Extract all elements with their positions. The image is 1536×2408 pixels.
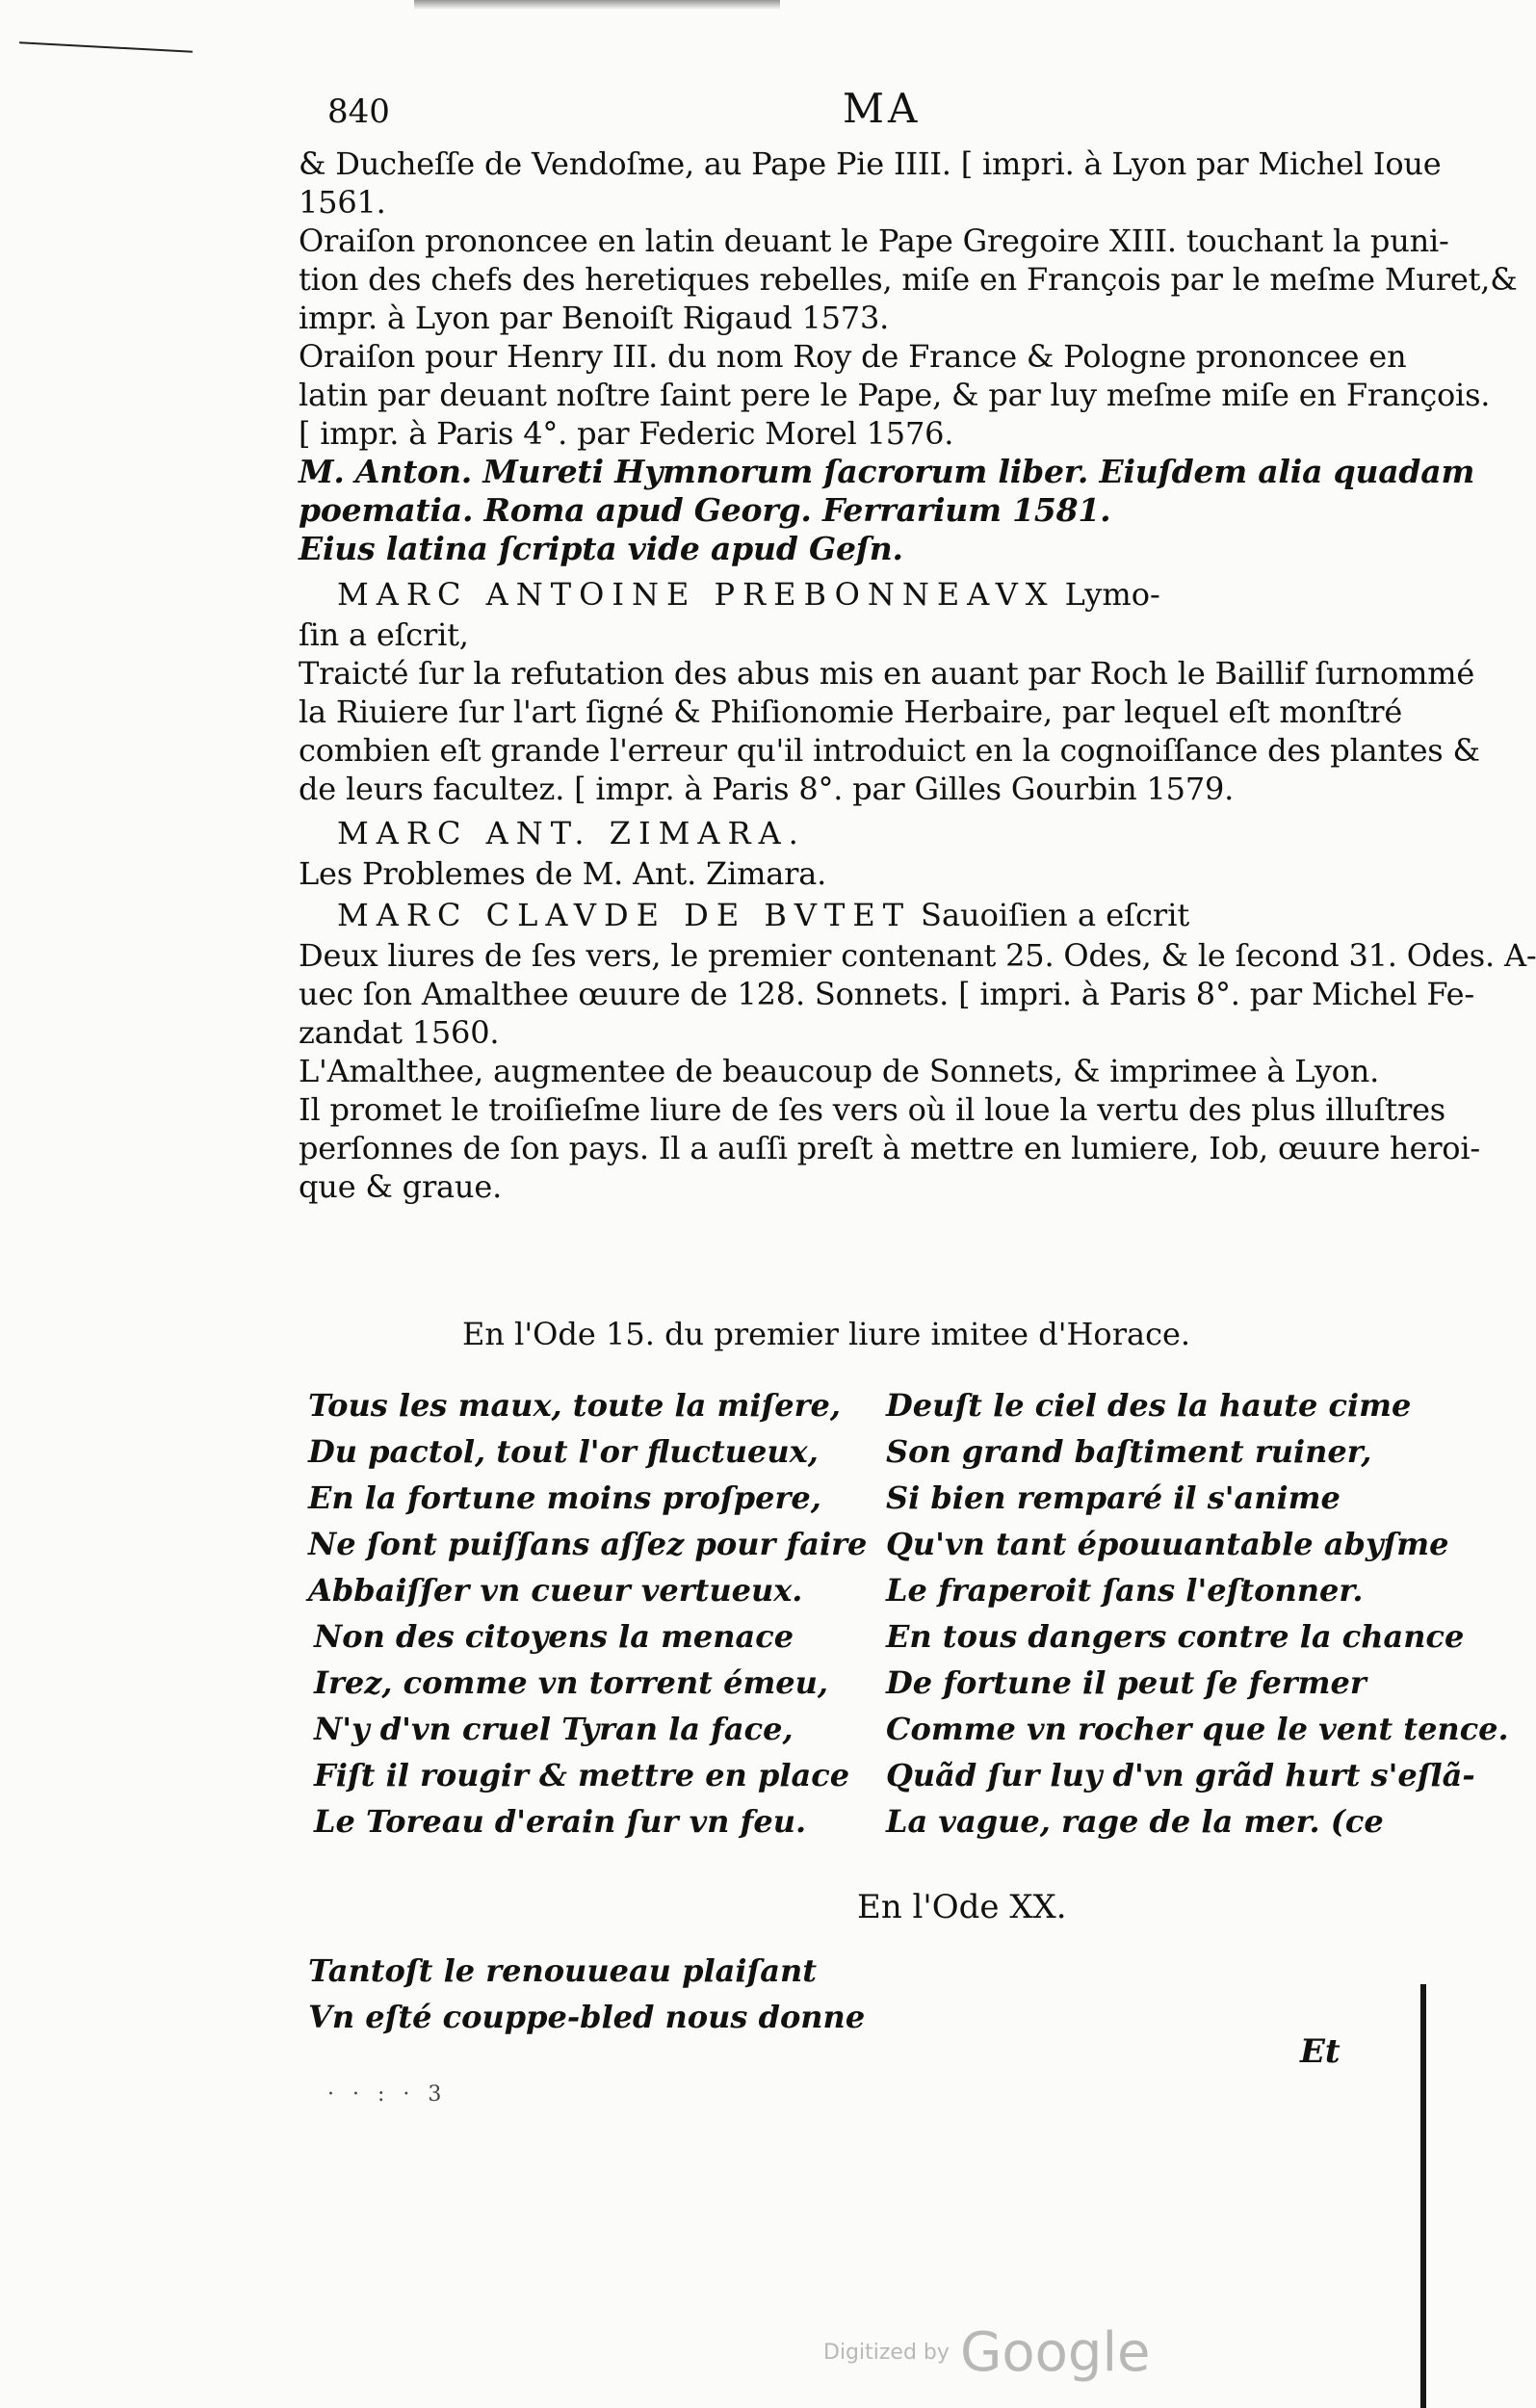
text-line: Oraiſon pour Henry III. du nom Roy de France & Pologne prononcee en <box>299 338 1407 375</box>
text-line: tion des chefs des heretiques rebelles, miſe en François par le meſme Muret,& <box>299 261 1518 298</box>
verse-line: Abbaiſſer vn cueur vertueux. <box>308 1572 803 1609</box>
scan-right-edge <box>1420 1984 1426 2408</box>
text-line: perſonnes de ſon pays. Il a auſſi preſt à mettre en lumiere, Iob, œuure heroi- <box>299 1130 1481 1166</box>
verse-line: Deuſt le ciel des la haute cime <box>886 1387 1412 1424</box>
poem-column-right <box>886 1382 1509 1845</box>
text-line: combien eſt grande l'erreur qu'il introduict en la cognoiſſance des plantes & <box>299 732 1480 769</box>
text-line: & Ducheſſe de Vendoſme, au Pape Pie IIII. [ impri. à Lyon par Michel Ioue <box>299 145 1442 182</box>
watermark-prefix: Digitized by <box>823 2341 950 2365</box>
scan-top-smudge <box>414 0 780 10</box>
ode15-heading-block <box>299 1313 1377 1355</box>
verse-line: Fiſt il rougir & mettre en place <box>314 1757 850 1793</box>
text-line: ſin a eſcrit, <box>299 616 469 653</box>
verse-line: Tantoſt le renouueau plaiſant <box>308 1952 818 1989</box>
italic-line: poematia. Roma apud Georg. Ferrarium 1581. <box>299 491 1111 529</box>
verse-line: Irez, comme vn torrent émeu, <box>314 1664 829 1701</box>
poem-column-left <box>308 1382 868 1845</box>
verse-line: En la fortune moins proſpere, <box>308 1479 821 1516</box>
heading-tail: Lymo- <box>1064 576 1160 613</box>
verse-line: Si bien remparé il s'anime <box>886 1479 1341 1516</box>
author-heading: MARC ANT. ZIMARA. <box>337 815 806 851</box>
ode15-poem <box>299 1382 1509 1864</box>
verse-line: Du pactol, tout l'or fluctueux, <box>308 1433 819 1470</box>
author-heading <box>299 573 1377 615</box>
entry-zimara <box>299 812 1377 893</box>
text-line: Oraiſon prononcee en latin deuant le Pape Gregoire XIII. touchant la puni- <box>299 222 1449 259</box>
text-line: de leurs facultez. [ impr. à Paris 8°. par Gilles Gourbin 1579. <box>299 771 1235 807</box>
heading-tail: Sauoiſien a eſcrit <box>921 897 1190 933</box>
verse-line: Ne ſont puiſſans aſſez pour faire <box>308 1526 868 1562</box>
google-logo: Google <box>960 2321 1151 2384</box>
text-line: Il promet le troiſieſme liure de ſes vers où il loue la vertu des plus illuſtres <box>299 1091 1446 1128</box>
text-line: [ impr. à Paris 4°. par Federic Morel 1576. <box>299 415 954 452</box>
stray-marks: · · : · 3 <box>327 2082 448 2107</box>
italic-line: M. Anton. Mureti Hymnorum ſacrorum liber. Eiuſdem alia quadam <box>299 453 1475 490</box>
author-name: MARC ANTOINE PREBONNEAVX <box>337 576 1055 613</box>
text-line: zandat 1560. <box>299 1014 500 1051</box>
verse-line: Quãd ſur luy d'vn grãd hurt s'eſlã- <box>886 1757 1475 1793</box>
running-head: MA <box>843 85 922 132</box>
verse-line: De fortune il peut ſe fermer <box>886 1664 1367 1701</box>
verse-line: Le Toreau d'erain ſur vn feu. <box>314 1803 807 1840</box>
text-line: Traicté ſur la refutation des abus mis en auant par Roch le Baillif ſurnommé <box>299 655 1475 692</box>
verse-line: Qu'vn tant épouuantable abyſme <box>886 1526 1449 1562</box>
author-heading <box>299 894 1377 936</box>
text-line: L'Amalthee, augmentee de beaucoup de Sonnets, & imprimee à Lyon. <box>299 1053 1380 1089</box>
text-line: la Riuiere ſur l'art ſigné & Phiſionomie Herbaire, par lequel eſt monſtré <box>299 694 1403 730</box>
text-line: latin par deuant noſtre ſaint pere le Pape, & par luy meſme miſe en François. <box>299 377 1491 413</box>
text-line: Les Problemes de M. Ant. Zimara. <box>299 855 827 892</box>
author-name: MARC CLAVDE DE BVTET <box>337 897 912 933</box>
scan-edge-line <box>19 41 193 52</box>
verse-line: Son grand baſtiment ruiner, <box>886 1433 1372 1470</box>
ode20-poem <box>308 1948 1387 2040</box>
text-line: 1561. <box>299 184 386 221</box>
italic-line: Eius latina ſcripta vide apud Geſn. <box>299 530 903 567</box>
verse-line: Tous les maux, toute la miſere, <box>308 1387 841 1424</box>
catchword: Et <box>1300 2032 1341 2071</box>
verse-line: Vn eſté couppe-bled nous donne <box>308 1999 866 2035</box>
ode20-heading: En l'Ode XX. <box>857 1888 1067 1926</box>
verse-line: N'y d'vn cruel Tyran la face, <box>314 1711 794 1747</box>
text-line: que & graue. <box>299 1168 503 1205</box>
book-page <box>299 77 1536 2196</box>
digitized-watermark <box>823 2321 1150 2384</box>
verse-line: Le fraperoit ſans l'eſtonner. <box>886 1572 1364 1609</box>
text-line: impr. à Lyon par Benoiſt Rigaud 1573. <box>299 300 890 336</box>
verse-line: La vague, rage de la mer. (ce <box>886 1803 1384 1840</box>
prose-block-muret <box>299 144 1518 568</box>
verse-line: Comme vn rocher que le vent tence. <box>886 1711 1509 1747</box>
entry-butet <box>299 894 1536 1206</box>
verse-line: En tous dangers contre la chance <box>886 1618 1465 1655</box>
page-header <box>327 85 1339 143</box>
text-line: uec ſon Amalthee œuure de 128. Sonnets. [ impri. à Paris 8°. par Michel Fe- <box>299 976 1475 1012</box>
ode-heading: En l'Ode 15. du premier liure imitee d'Horace. <box>462 1316 1191 1352</box>
page-number: 840 <box>327 92 390 131</box>
entry-prebonneaux <box>299 573 1480 808</box>
verse-line: Non des citoyens la menace <box>314 1618 794 1655</box>
text-line: Deux liures de ſes vers, le premier contenant 25. Odes, & le ſecond 31. Odes. A- <box>299 937 1536 974</box>
